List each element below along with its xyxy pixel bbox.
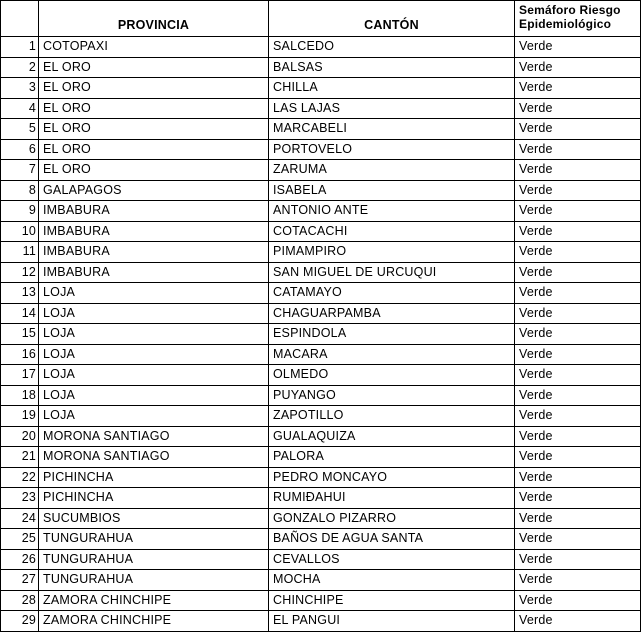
provincia-cell: LOJA — [39, 283, 269, 304]
semaforo-cell: Verde — [515, 303, 641, 324]
semaforo-cell: Verde — [515, 98, 641, 119]
table-row — [1, 201, 641, 222]
provincia-cell: EL ORO — [39, 98, 269, 119]
header-semaforo-line2: Epidemiológico — [519, 17, 612, 31]
row-number-cell: 2 — [1, 57, 39, 78]
table-row — [1, 570, 641, 591]
header-canton: CANTÓN — [269, 1, 515, 37]
provincia-cell: TUNGURAHUA — [39, 549, 269, 570]
row-number-cell: 5 — [1, 119, 39, 140]
header-provincia: PROVINCIA — [39, 1, 269, 37]
row-number-cell: 29 — [1, 611, 39, 632]
canton-cell: CEVALLOS — [269, 549, 515, 570]
semaforo-cell: Verde — [515, 508, 641, 529]
row-number-cell: 12 — [1, 262, 39, 283]
canton-cell: ZARUMA — [269, 160, 515, 181]
row-number-cell: 3 — [1, 78, 39, 99]
canton-cell: ANTONIO ANTE — [269, 201, 515, 222]
table-row — [1, 426, 641, 447]
header-row — [1, 1, 641, 37]
row-number-cell: 14 — [1, 303, 39, 324]
semaforo-cell: Verde — [515, 160, 641, 181]
provincia-cell: IMBABURA — [39, 201, 269, 222]
provincia-cell: EL ORO — [39, 78, 269, 99]
semaforo-cell: Verde — [515, 262, 641, 283]
canton-cell: PUYANGO — [269, 385, 515, 406]
canton-cell: GUALAQUIZA — [269, 426, 515, 447]
semaforo-cell: Verde — [515, 37, 641, 58]
row-number-cell: 24 — [1, 508, 39, 529]
canton-cell: CHINCHIPE — [269, 590, 515, 611]
canton-cell: ESPINDOLA — [269, 324, 515, 345]
provincia-cell: IMBABURA — [39, 221, 269, 242]
canton-cell: MACARA — [269, 344, 515, 365]
semaforo-cell: Verde — [515, 590, 641, 611]
row-number-cell: 26 — [1, 549, 39, 570]
table-row — [1, 508, 641, 529]
semaforo-cell: Verde — [515, 611, 641, 632]
semaforo-cell: Verde — [515, 242, 641, 263]
provincia-cell: EL ORO — [39, 119, 269, 140]
row-number-cell: 17 — [1, 365, 39, 386]
canton-cell: CHILLA — [269, 78, 515, 99]
canton-cell: SALCEDO — [269, 37, 515, 58]
row-number-cell: 18 — [1, 385, 39, 406]
provincia-cell: TUNGURAHUA — [39, 570, 269, 591]
semaforo-cell: Verde — [515, 488, 641, 509]
table-row — [1, 611, 641, 632]
table-body — [1, 37, 641, 632]
semaforo-cell: Verde — [515, 385, 641, 406]
row-number-cell: 8 — [1, 180, 39, 201]
table-row — [1, 119, 641, 140]
provincia-cell: COTOPAXI — [39, 37, 269, 58]
canton-cell: SAN MIGUEL DE URCUQUI — [269, 262, 515, 283]
canton-cell: PEDRO MONCAYO — [269, 467, 515, 488]
table-row — [1, 488, 641, 509]
header-semaforo-line1: Semáforo Riesgo — [519, 3, 621, 17]
table-row — [1, 78, 641, 99]
table-row — [1, 549, 641, 570]
row-number-cell: 11 — [1, 242, 39, 263]
provincia-cell: LOJA — [39, 324, 269, 345]
provincia-cell: MORONA SANTIAGO — [39, 426, 269, 447]
table-row — [1, 344, 641, 365]
row-number-cell: 10 — [1, 221, 39, 242]
table-row — [1, 98, 641, 119]
row-number-cell: 20 — [1, 426, 39, 447]
provincia-cell: LOJA — [39, 385, 269, 406]
row-number-cell: 22 — [1, 467, 39, 488]
table-row — [1, 303, 641, 324]
provincia-cell: EL ORO — [39, 139, 269, 160]
table-row — [1, 180, 641, 201]
table-row — [1, 365, 641, 386]
semaforo-cell: Verde — [515, 324, 641, 345]
provincia-cell: LOJA — [39, 303, 269, 324]
row-number-cell: 7 — [1, 160, 39, 181]
row-number-cell: 4 — [1, 98, 39, 119]
semaforo-cell: Verde — [515, 406, 641, 427]
row-number-cell: 23 — [1, 488, 39, 509]
provincia-cell: LOJA — [39, 365, 269, 386]
canton-cell: BALSAS — [269, 57, 515, 78]
table-row — [1, 529, 641, 550]
semaforo-cell: Verde — [515, 570, 641, 591]
canton-cell: RUMIÐAHUI — [269, 488, 515, 509]
canton-cell: CHAGUARPAMBA — [269, 303, 515, 324]
canton-cell: PALORA — [269, 447, 515, 468]
provincia-cell: PICHINCHA — [39, 488, 269, 509]
canton-cell: MARCABELI — [269, 119, 515, 140]
header-number — [1, 1, 39, 37]
canton-cell: ZAPOTILLO — [269, 406, 515, 427]
semaforo-cell: Verde — [515, 180, 641, 201]
semaforo-cell: Verde — [515, 283, 641, 304]
semaforo-cell: Verde — [515, 221, 641, 242]
canton-cell: EL PANGUI — [269, 611, 515, 632]
provincia-cell: PICHINCHA — [39, 467, 269, 488]
provincia-cell: ZAMORA CHINCHIPE — [39, 590, 269, 611]
table-row — [1, 447, 641, 468]
canton-cell: CATAMAYO — [269, 283, 515, 304]
provincia-cell: ZAMORA CHINCHIPE — [39, 611, 269, 632]
row-number-cell: 16 — [1, 344, 39, 365]
row-number-cell: 27 — [1, 570, 39, 591]
row-number-cell: 28 — [1, 590, 39, 611]
table-row — [1, 590, 641, 611]
table-row — [1, 324, 641, 345]
canton-cell: BAÑOS DE AGUA SANTA — [269, 529, 515, 550]
provincia-cell: IMBABURA — [39, 262, 269, 283]
canton-cell: MOCHA — [269, 570, 515, 591]
row-number-cell: 19 — [1, 406, 39, 427]
provincia-cell: SUCUMBIOS — [39, 508, 269, 529]
table-row — [1, 262, 641, 283]
table-row — [1, 406, 641, 427]
semaforo-cell: Verde — [515, 467, 641, 488]
provincia-cell: MORONA SANTIAGO — [39, 447, 269, 468]
semaforo-cell: Verde — [515, 139, 641, 160]
row-number-cell: 25 — [1, 529, 39, 550]
semaforo-cell: Verde — [515, 549, 641, 570]
provincia-cell: TUNGURAHUA — [39, 529, 269, 550]
table-row — [1, 57, 641, 78]
provincia-cell: LOJA — [39, 344, 269, 365]
provincia-cell: LOJA — [39, 406, 269, 427]
table-row — [1, 283, 641, 304]
semaforo-cell: Verde — [515, 529, 641, 550]
semaforo-cell: Verde — [515, 78, 641, 99]
semaforo-cell: Verde — [515, 57, 641, 78]
semaforo-cell: Verde — [515, 426, 641, 447]
canton-cell: COTACACHI — [269, 221, 515, 242]
row-number-cell: 13 — [1, 283, 39, 304]
semaforo-cell: Verde — [515, 344, 641, 365]
canton-cell: ISABELA — [269, 180, 515, 201]
provincia-cell: EL ORO — [39, 160, 269, 181]
table-row — [1, 242, 641, 263]
row-number-cell: 15 — [1, 324, 39, 345]
row-number-cell: 21 — [1, 447, 39, 468]
provincia-cell: IMBABURA — [39, 242, 269, 263]
canton-cell: PIMAMPIRO — [269, 242, 515, 263]
semaforo-cell: Verde — [515, 365, 641, 386]
table-row — [1, 467, 641, 488]
canton-cell: PORTOVELO — [269, 139, 515, 160]
table-row — [1, 221, 641, 242]
row-number-cell: 1 — [1, 37, 39, 58]
provincia-cell: GALAPAGOS — [39, 180, 269, 201]
table-row — [1, 385, 641, 406]
table-row — [1, 139, 641, 160]
canton-cell: GONZALO PIZARRO — [269, 508, 515, 529]
header-semaforo — [515, 1, 641, 37]
canton-cell: LAS LAJAS — [269, 98, 515, 119]
provincia-cell: EL ORO — [39, 57, 269, 78]
semaforo-cell: Verde — [515, 201, 641, 222]
row-number-cell: 6 — [1, 139, 39, 160]
table-row — [1, 160, 641, 181]
table-row — [1, 37, 641, 58]
row-number-cell: 9 — [1, 201, 39, 222]
semaforo-cell: Verde — [515, 119, 641, 140]
semaforo-cell: Verde — [515, 447, 641, 468]
canton-cell: OLMEDO — [269, 365, 515, 386]
